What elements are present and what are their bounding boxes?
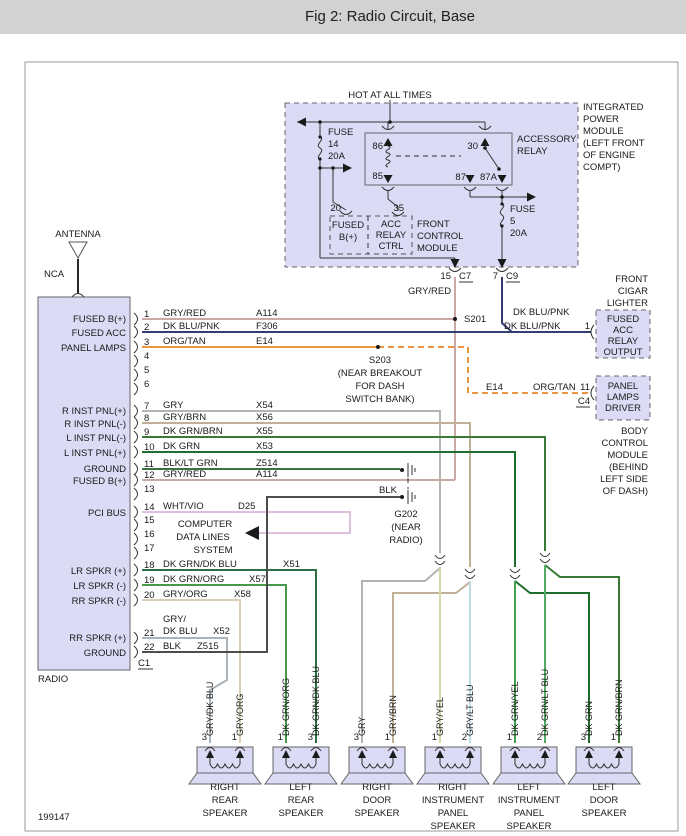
bcm-line: CONTROL xyxy=(601,438,648,449)
circuit-code: Z515 xyxy=(197,641,219,652)
speaker-wire-color: GRY xyxy=(357,716,367,736)
wire-color-label: GRY/RED xyxy=(163,469,207,480)
wire-color-label: GRY xyxy=(163,400,184,411)
speaker-name-line: DOOR xyxy=(589,795,619,806)
speaker-name-line: PANEL xyxy=(513,808,545,819)
c9-pin: 7 xyxy=(492,271,498,282)
circuit-code: X58 xyxy=(234,589,251,600)
speaker-name-line: RIGHT xyxy=(438,782,468,793)
ipm-name-line: (LEFT FRONT xyxy=(583,138,645,149)
pin-function-label: RR SPKR (-) xyxy=(71,596,126,607)
pin-number: 11 xyxy=(144,459,154,470)
ground-g202-line: RADIO) xyxy=(389,535,423,546)
bcm-line: LEFT SIDE xyxy=(600,474,648,485)
antenna-icon xyxy=(69,242,87,258)
panel-lamps-pin: 11 xyxy=(580,382,590,393)
speaker-wire-color: GRY/ORG xyxy=(235,693,245,736)
circuit-code: D25 xyxy=(238,501,256,512)
circuit-code: Z514 xyxy=(256,458,278,469)
wire-color-label: DK GRN/DK BLU xyxy=(163,559,237,570)
relay-pin-86: 86 xyxy=(372,141,383,152)
fcm-pin-35: 35 xyxy=(393,203,404,214)
pin-function-label: R INST PNL(+) xyxy=(62,406,126,417)
pin-function-label: FUSED ACC xyxy=(71,328,126,339)
computer-data-lines-line: SYSTEM xyxy=(193,545,233,556)
splice-s203-line: S203 xyxy=(368,355,392,366)
relay-name-line: RELAY xyxy=(517,146,548,157)
pin-function-label: RR SPKR (+) xyxy=(69,633,126,644)
pin-number: 20 xyxy=(144,590,155,601)
right-instrument-panel-speaker xyxy=(417,684,489,832)
ipm-name-line: POWER xyxy=(583,114,619,125)
ipm-name-line: OF ENGINE xyxy=(583,150,636,161)
ground-g202-line: (NEAR xyxy=(391,522,421,533)
bcm-line: MODULE xyxy=(607,450,648,461)
speakers xyxy=(189,666,640,832)
speaker-name-line: SPEAKER xyxy=(506,821,552,832)
speaker-pin: 2 xyxy=(461,732,467,743)
speaker-name-line: SPEAKER xyxy=(430,821,476,832)
ground-g202-line: G202 xyxy=(394,509,418,520)
pin-function-label: GROUND xyxy=(83,648,126,659)
pin-function-label: FUSED B(+) xyxy=(72,314,126,325)
pin-function-label: L INST PNL(+) xyxy=(63,448,126,459)
splice-s201-label: S201 xyxy=(464,314,487,325)
speaker-name-line: SPEAKER xyxy=(278,808,324,819)
cigar-lighter-line: CIGAR xyxy=(617,286,648,297)
pin-function-label: LR SPKR (+) xyxy=(70,566,126,577)
dk-blu-pnk-label: DK BLU/PNK xyxy=(504,321,561,332)
blk-ground-label: BLK xyxy=(379,485,397,496)
radio-name-label: RADIO xyxy=(38,674,69,685)
wire-color-label: DK GRN/BRN xyxy=(163,426,223,437)
circuit-code: A114 xyxy=(256,308,278,319)
antenna-label: ANTENNA xyxy=(55,229,101,240)
speaker-box xyxy=(501,747,557,773)
speaker-wire-color: DK GRN/BRN xyxy=(614,679,624,736)
ground-symbols xyxy=(408,463,415,504)
pin-function-label: PCI BUS xyxy=(87,508,126,519)
pin-number: 17 xyxy=(144,543,155,554)
fused-acc-line: FUSED xyxy=(606,314,640,325)
left-instrument-panel-speaker xyxy=(493,669,565,832)
fcm-acc-line: RELAY xyxy=(375,230,407,241)
fused-acc-line: OUTPUT xyxy=(603,347,643,358)
left-door-speaker xyxy=(568,679,640,819)
fuse-5-number: 5 xyxy=(510,216,516,227)
wire-color-label: DK GRN/ORG xyxy=(163,574,225,585)
computer-data-lines-line: DATA LINES xyxy=(176,532,230,543)
speaker-name-line: SPEAKER xyxy=(354,808,400,819)
dk-blu-pnk-label: DK BLU/PNK xyxy=(513,307,570,318)
speaker-name-line: LEFT xyxy=(517,782,541,793)
ground-icon xyxy=(408,463,415,504)
panel-lamps-line: PANEL xyxy=(607,381,639,392)
pin-number: 22 xyxy=(144,642,155,653)
speaker-wire-color: DK GRN/DK BLU xyxy=(311,665,321,736)
wire-color-label: GRY/ xyxy=(163,614,187,625)
wire-wht-vio xyxy=(142,512,350,533)
panel-lamps-connector: C4 xyxy=(577,396,590,407)
left-rear-speaker xyxy=(265,666,337,819)
right-module-labels xyxy=(578,274,649,497)
page-title: Fig 2: Radio Circuit, Base xyxy=(304,8,476,25)
pin-number: 6 xyxy=(144,379,150,390)
title-bar xyxy=(0,0,686,34)
pin-number: 18 xyxy=(144,560,155,571)
pin-function-label: R INST PNL(-) xyxy=(64,419,126,430)
fcm-acc-line: ACC xyxy=(380,219,402,230)
fused-acc-pin: 1 xyxy=(584,321,590,332)
wire-color-label: WHT/VIO xyxy=(163,501,204,512)
speaker-wire-color: DK GRN xyxy=(584,700,594,736)
pin-function-label: GROUND xyxy=(83,464,126,475)
c7-pin: 15 xyxy=(440,271,451,282)
circuit-code: X54 xyxy=(256,400,273,411)
relay-pin-85: 85 xyxy=(372,171,383,182)
splice-s203-line: (NEAR BREAKOUT xyxy=(337,368,423,379)
fused-acc-line: ACC xyxy=(612,325,634,336)
pin-number: 16 xyxy=(144,529,155,540)
pin-number: 19 xyxy=(144,575,155,586)
cigar-lighter-line: FRONT xyxy=(615,274,648,285)
fuse-14-number: 14 xyxy=(328,139,339,150)
speaker-wire-color: GRY/BRN xyxy=(388,695,398,736)
pin-number: 7 xyxy=(144,401,150,412)
speaker-wire-color: DK GRN/ORG xyxy=(281,677,291,736)
speaker-pin: 2 xyxy=(536,732,542,743)
pin-function-label: PANEL LAMPS xyxy=(61,343,126,354)
speaker-wire-color: DK GRN/LT BLU xyxy=(540,668,550,736)
fused-acc-line: RELAY xyxy=(607,336,639,347)
antenna-connector-arc xyxy=(72,294,84,298)
radio-connector-c1: C1 xyxy=(138,658,151,669)
speaker-pin: 1 xyxy=(506,732,512,743)
fcm-acc-line: CTRL xyxy=(378,241,404,252)
c7-name: C7 xyxy=(459,271,472,282)
speaker-pin: 1 xyxy=(277,732,283,743)
pin-number: 1 xyxy=(144,309,150,320)
ipm-name-line: INTEGRATED xyxy=(583,102,644,113)
wire-color-label: BLK xyxy=(163,641,181,652)
speaker-pin: 3 xyxy=(353,732,359,743)
speaker-name-line: INSTRUMENT xyxy=(421,795,485,806)
speaker-wire-color: GRY/YEL xyxy=(435,697,445,736)
speaker-name-line: RIGHT xyxy=(362,782,392,793)
circuit-code: X53 xyxy=(256,441,273,452)
circuit-code: X52 xyxy=(213,626,230,637)
fcm-fused-b-line: FUSED xyxy=(331,220,365,231)
radio-pin-arcs xyxy=(134,313,138,658)
speaker-name-line: REAR xyxy=(287,795,315,806)
panel-lamps-line: DRIVER xyxy=(605,403,641,414)
fcm-name-line: FRONT xyxy=(417,219,450,230)
speaker-pin: 1 xyxy=(431,732,437,743)
circuit-code: F306 xyxy=(256,321,278,332)
speaker-name-line: REAR xyxy=(211,795,239,806)
pin-number: 5 xyxy=(144,365,150,376)
bcm-line: (BEHIND xyxy=(608,462,648,473)
panel-lamps-line: LAMPS xyxy=(606,392,640,403)
pin-number: 9 xyxy=(144,427,150,438)
pin-number: 10 xyxy=(144,442,155,453)
circuit-code: X56 xyxy=(256,412,273,423)
org-tan-label: ORG/TAN xyxy=(533,382,576,393)
splice-s203-line: FOR DASH xyxy=(355,381,405,392)
pin-function-label: FUSED B(+) xyxy=(72,476,126,487)
e14-code-label: E14 xyxy=(486,382,503,393)
speaker-name-line: INSTRUMENT xyxy=(497,795,561,806)
relay-pin-87a: 87A xyxy=(480,172,497,183)
ipm-name-line: COMPT) xyxy=(583,162,621,173)
wire-color-label: ORG/TAN xyxy=(163,336,206,347)
speaker-name-line: DOOR xyxy=(362,795,392,806)
hot-at-all-times-label: HOT AT ALL TIMES xyxy=(348,90,432,101)
right-door-speaker xyxy=(341,695,413,819)
speaker-name-line: PANEL xyxy=(437,808,469,819)
speaker-pin: 1 xyxy=(384,732,390,743)
fuse-14-rating: 20A xyxy=(328,151,345,162)
wire-color-label: DK BLU xyxy=(163,626,198,637)
gry-red-feed-label: GRY/RED xyxy=(408,286,452,297)
computer-data-lines-line: COMPUTER xyxy=(177,519,233,530)
c9-name: C9 xyxy=(506,271,519,282)
speaker-name-line: RIGHT xyxy=(210,782,240,793)
speaker-wire-color: DK GRN/YEL xyxy=(510,681,520,736)
speaker-pin: 3 xyxy=(580,732,586,743)
speaker-pin: 1 xyxy=(610,732,616,743)
inline-connector-breaks xyxy=(435,553,550,579)
wire-color-label: GRY/RED xyxy=(163,308,207,319)
speaker-name-line: LEFT xyxy=(289,782,313,793)
wire-color-label: DK GRN xyxy=(163,441,200,452)
wire-color-label: GRY/BRN xyxy=(163,412,207,423)
pin-number: 4 xyxy=(144,351,150,362)
pin-function-label: L INST PNL(-) xyxy=(66,433,126,444)
fuse-14-label: FUSE xyxy=(328,127,354,138)
pin-number: 15 xyxy=(144,515,155,526)
pin-number: 13 xyxy=(144,484,155,495)
speaker-name-line: LEFT xyxy=(592,782,616,793)
relay-pin-30: 30 xyxy=(467,141,478,152)
bcm-line: OF DASH) xyxy=(602,486,648,497)
fcm-name-line: CONTROL xyxy=(417,231,464,242)
circuit-code: X57 xyxy=(249,574,266,585)
nca-label: NCA xyxy=(44,269,65,280)
speaker-pin: 1 xyxy=(231,732,237,743)
pin-number: 2 xyxy=(144,322,150,333)
pin-number: 12 xyxy=(144,470,155,481)
pin-number: 8 xyxy=(144,413,150,424)
sheet-code: 199147 xyxy=(38,812,70,823)
wire-color-label: GRY/ORG xyxy=(163,589,208,600)
right-rear-speaker xyxy=(189,682,261,819)
pin-number: 21 xyxy=(144,628,155,639)
speaker-wire-color: GRY/DK BLU xyxy=(205,681,215,736)
speaker-name-line: SPEAKER xyxy=(202,808,248,819)
cigar-lighter-line: LIGHTER xyxy=(606,298,648,309)
speaker-box xyxy=(425,747,481,773)
circuit-code: A114 xyxy=(256,469,278,480)
fcm-name-line: MODULE xyxy=(417,243,458,254)
circuit-code: X55 xyxy=(256,426,273,437)
pin-number: 3 xyxy=(144,337,150,348)
speaker-pin: 3 xyxy=(307,732,313,743)
wire-gry-org xyxy=(142,600,240,743)
fcm-pin-20: 20 xyxy=(330,203,341,214)
speaker-name-line: SPEAKER xyxy=(581,808,627,819)
speaker-wire-color: GRY/LT BLU xyxy=(465,684,475,736)
ipm-name-line: MODULE xyxy=(583,126,624,137)
fcm-fused-b-line: B(+) xyxy=(338,232,358,243)
relay-pin-87: 87 xyxy=(455,172,466,183)
speaker-pin: 3 xyxy=(201,732,207,743)
pin-function-label: LR SPKR (-) xyxy=(73,581,126,592)
pin-number: 14 xyxy=(144,502,155,513)
fuse-5-label: FUSE xyxy=(510,204,536,215)
wire-color-label: DK BLU/PNK xyxy=(163,321,220,332)
circuit-code: X51 xyxy=(283,559,300,570)
relay-name-line: ACCESSORY xyxy=(517,134,577,145)
bcm-line: BODY xyxy=(621,426,648,437)
splice-s203-line: SWITCH BANK) xyxy=(345,394,415,405)
wire-color-label: BLK/LT GRN xyxy=(163,458,218,469)
fuse-5-rating: 20A xyxy=(510,228,527,239)
circuit-code: E14 xyxy=(256,336,273,347)
